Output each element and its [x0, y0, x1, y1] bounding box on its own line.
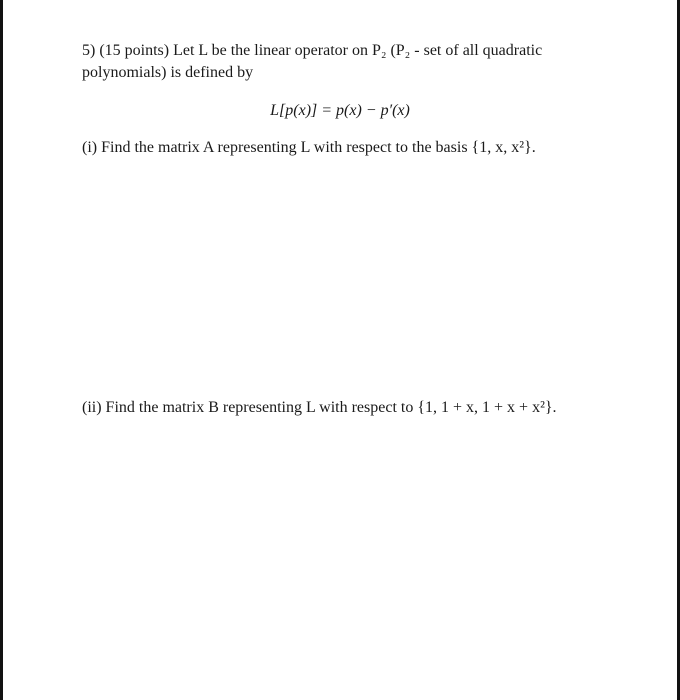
problem-line-1: 5) (15 points) Let L be the linear operator on P₂ (P₂ - set of all quadratic — [82, 42, 543, 59]
operator-equation: L[p(x)] = p(x) − p′(x) — [270, 102, 410, 119]
question-part-i: (i) Find the matrix A representing L with respect to the basis {1, x, x²}. — [82, 139, 536, 156]
problem-statement — [82, 40, 622, 84]
question-part-ii: (ii) Find the matrix B representing L with respect to {1, 1 + x, 1 + x + x²}. — [82, 399, 557, 416]
problem-line-2: polynomials) is defined by — [82, 64, 254, 81]
